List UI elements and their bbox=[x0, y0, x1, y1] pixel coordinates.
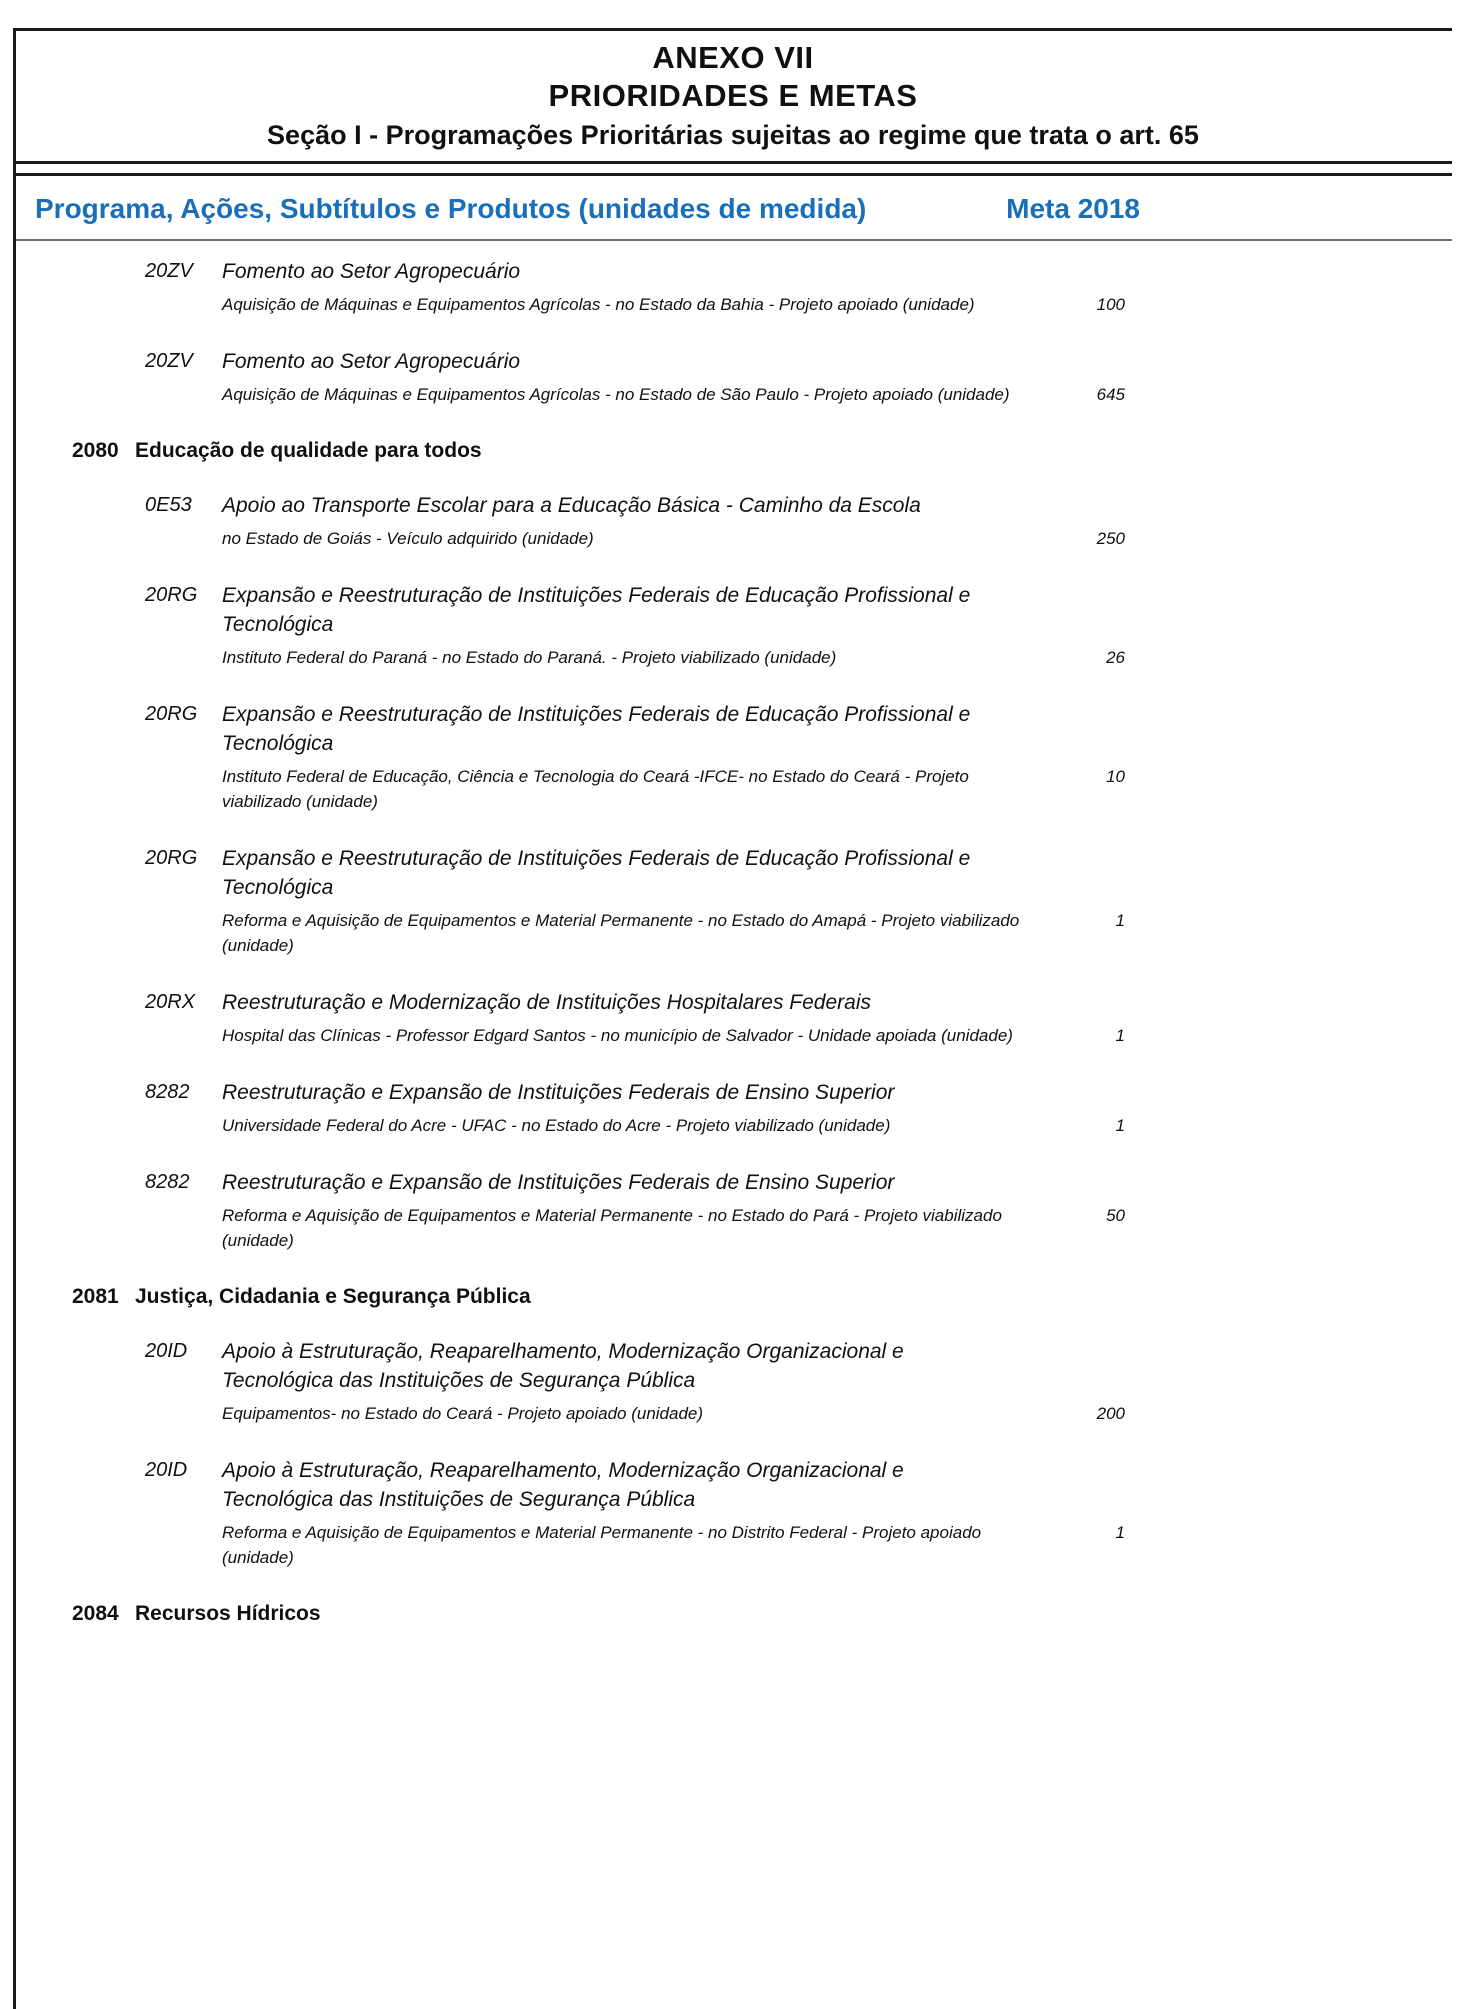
action-code: 8282 bbox=[145, 1081, 190, 1103]
action-subtitle: Instituto Federal de Educação, Ciência e Tecnologia do Ceará -IFCE- no Estado do Ceará - Projeto viabilizado (unidade) bbox=[222, 767, 969, 811]
program-number: 2081 bbox=[72, 1285, 119, 1308]
action-meta-value: 1 bbox=[1115, 1026, 1125, 1045]
action-title: Expansão e Reestruturação de Instituições Federais de Educação Profissional e Tecnológica bbox=[222, 703, 971, 755]
action-subtitle: no Estado de Goiás - Veículo adquirido (unidade) bbox=[222, 529, 594, 548]
program-name: Educação de qualidade para todos bbox=[135, 439, 482, 462]
program-heading bbox=[0, 437, 1466, 465]
action-title: Reestruturação e Modernização de Instituições Hospitalares Federais bbox=[222, 991, 872, 1014]
action-row bbox=[0, 581, 1466, 670]
action-title: Fomento ao Setor Agropecuário bbox=[222, 260, 521, 283]
program-heading bbox=[0, 1283, 1466, 1311]
action-row bbox=[0, 491, 1466, 551]
action-row bbox=[0, 988, 1466, 1048]
action-row bbox=[0, 844, 1466, 958]
action-title: Expansão e Reestruturação de Instituições Federais de Educação Profissional e Tecnológica bbox=[222, 847, 971, 899]
action-code: 20RG bbox=[145, 847, 198, 869]
section-subtitle: Seção I - Programações Prioritárias sujeitas ao regime que trata o art. 65 bbox=[267, 120, 1199, 150]
program-name: Justiça, Cidadania e Segurança Pública bbox=[135, 1285, 531, 1308]
action-row bbox=[0, 257, 1466, 317]
action-meta-value: 100 bbox=[1096, 295, 1125, 314]
action-title: Apoio ao Transporte Escolar para a Educação Básica - Caminho da Escola bbox=[222, 494, 921, 517]
annex-title: ANEXO VII bbox=[652, 40, 814, 75]
action-subtitle: Equipamentos- no Estado do Ceará - Projeto apoiado (unidade) bbox=[222, 1404, 704, 1423]
left-page-border bbox=[13, 28, 16, 2009]
action-code: 20RG bbox=[145, 703, 198, 725]
table-body bbox=[0, 241, 1466, 1628]
action-subtitle: Universidade Federal do Acre - UFAC - no Estado do Acre - Projeto viabilizado (unidade) bbox=[222, 1116, 891, 1135]
column-header-right: Meta 2018 bbox=[1006, 193, 1140, 224]
action-subtitle: Aquisição de Máquinas e Equipamentos Agrícolas - no Estado de São Paulo - Projeto apoiado (unidade) bbox=[222, 385, 1010, 404]
action-code: 0E53 bbox=[145, 494, 192, 516]
action-meta-value: 200 bbox=[1096, 1404, 1125, 1423]
action-code: 20ID bbox=[145, 1340, 188, 1362]
action-title: Apoio à Estruturação, Reaparelhamento, Modernização Organizacional e Tecnológica das Instituições de Segurança Pública bbox=[222, 1340, 904, 1392]
action-meta-value: 250 bbox=[1096, 529, 1125, 548]
page-header bbox=[0, 31, 1466, 152]
action-row bbox=[0, 347, 1466, 407]
action-meta-value: 50 bbox=[1106, 1206, 1125, 1225]
action-row bbox=[0, 1078, 1466, 1138]
action-title: Reestruturação e Expansão de Instituições Federais de Ensino Superior bbox=[222, 1171, 895, 1194]
action-code: 20RG bbox=[145, 584, 198, 606]
action-code: 8282 bbox=[145, 1171, 190, 1193]
action-subtitle: Instituto Federal do Paraná - no Estado do Paraná. - Projeto viabilizado (unidade) bbox=[222, 648, 837, 667]
action-subtitle: Hospital das Clínicas - Professor Edgard Santos - no município de Salvador - Unidade apoiada (unidade) bbox=[222, 1026, 1013, 1045]
action-title: Fomento ao Setor Agropecuário bbox=[222, 350, 521, 373]
double-rule bbox=[14, 161, 1452, 176]
action-meta-value: 1 bbox=[1115, 911, 1125, 930]
action-row bbox=[0, 700, 1466, 814]
program-heading bbox=[0, 1600, 1466, 1628]
action-title: Expansão e Reestruturação de Instituições Federais de Educação Profissional e Tecnológica bbox=[222, 584, 971, 636]
action-subtitle: Aquisição de Máquinas e Equipamentos Agrícolas - no Estado da Bahia - Projeto apoiado (unidade) bbox=[222, 295, 975, 314]
action-code: 20ID bbox=[145, 1459, 188, 1481]
program-number: 2080 bbox=[72, 439, 119, 462]
program-name: Recursos Hídricos bbox=[135, 1602, 321, 1625]
document-title: PRIORIDADES E METAS bbox=[548, 78, 918, 113]
column-header-left: Programa, Ações, Subtítulos e Produtos (unidades de medida) bbox=[35, 193, 867, 224]
action-meta-value: 10 bbox=[1106, 767, 1125, 786]
action-subtitle: Reforma e Aquisição de Equipamentos e Material Permanente - no Estado do Pará - Projeto viabilizado (unidade) bbox=[222, 1206, 1002, 1250]
action-meta-value: 1 bbox=[1115, 1523, 1125, 1542]
program-number: 2084 bbox=[72, 1602, 119, 1625]
table-column-header bbox=[35, 192, 1140, 226]
action-title: Apoio à Estruturação, Reaparelhamento, Modernização Organizacional e Tecnológica das Instituições de Segurança Pública bbox=[222, 1459, 904, 1511]
action-meta-value: 645 bbox=[1096, 385, 1125, 404]
action-row bbox=[0, 1168, 1466, 1253]
action-row bbox=[0, 1337, 1466, 1426]
action-meta-value: 1 bbox=[1115, 1116, 1125, 1135]
action-code: 20ZV bbox=[145, 260, 193, 282]
action-row bbox=[0, 1456, 1466, 1570]
action-meta-value: 26 bbox=[1106, 648, 1125, 667]
action-subtitle: Reforma e Aquisição de Equipamentos e Material Permanente - no Estado do Amapá - Projeto viabilizado (unidade) bbox=[222, 911, 1020, 955]
action-title: Reestruturação e Expansão de Instituições Federais de Ensino Superior bbox=[222, 1081, 895, 1104]
action-code: 20ZV bbox=[145, 350, 193, 372]
action-subtitle: Reforma e Aquisição de Equipamentos e Material Permanente - no Distrito Federal - Projeto apoiado (unidade) bbox=[222, 1523, 982, 1567]
action-code: 20RX bbox=[145, 991, 196, 1013]
